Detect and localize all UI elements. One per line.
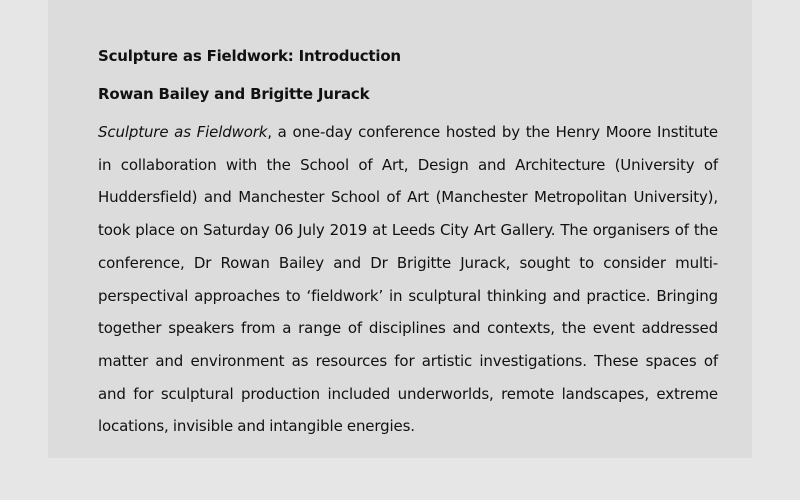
- document-title: Sculpture as Fieldwork: Introduction: [98, 47, 401, 65]
- intro-paragraph: [98, 116, 718, 443]
- document-authors: Rowan Bailey and Brigitte Jurack: [98, 85, 370, 103]
- paragraph-text: , a one-day conference hosted by the Henry Moore Institute in collaboration with the School of Art, Design and Architecture (University of Huddersfield) and Manchester School of Art (Manchester Metropolitan University), took place on Saturday 06 July 2019 at Leeds City Art Gallery. The organisers of the conference, Dr Rowan Bailey and Dr Brigitte Jurack, sought to consider multi-perspectival approaches to ‘fieldwork’ in sculptural thinking and practice. Bringing together speakers from a range of disciplines and contexts, the event addressed matter and environment as resources for artistic investigations. These spaces of and for sculptural production included underworlds, remote landscapes, extreme locations, invisible and intangible energies.: [98, 123, 719, 436]
- conference-name-italic: Sculpture as Fieldwork: [98, 123, 268, 141]
- document-content: [98, 40, 718, 443]
